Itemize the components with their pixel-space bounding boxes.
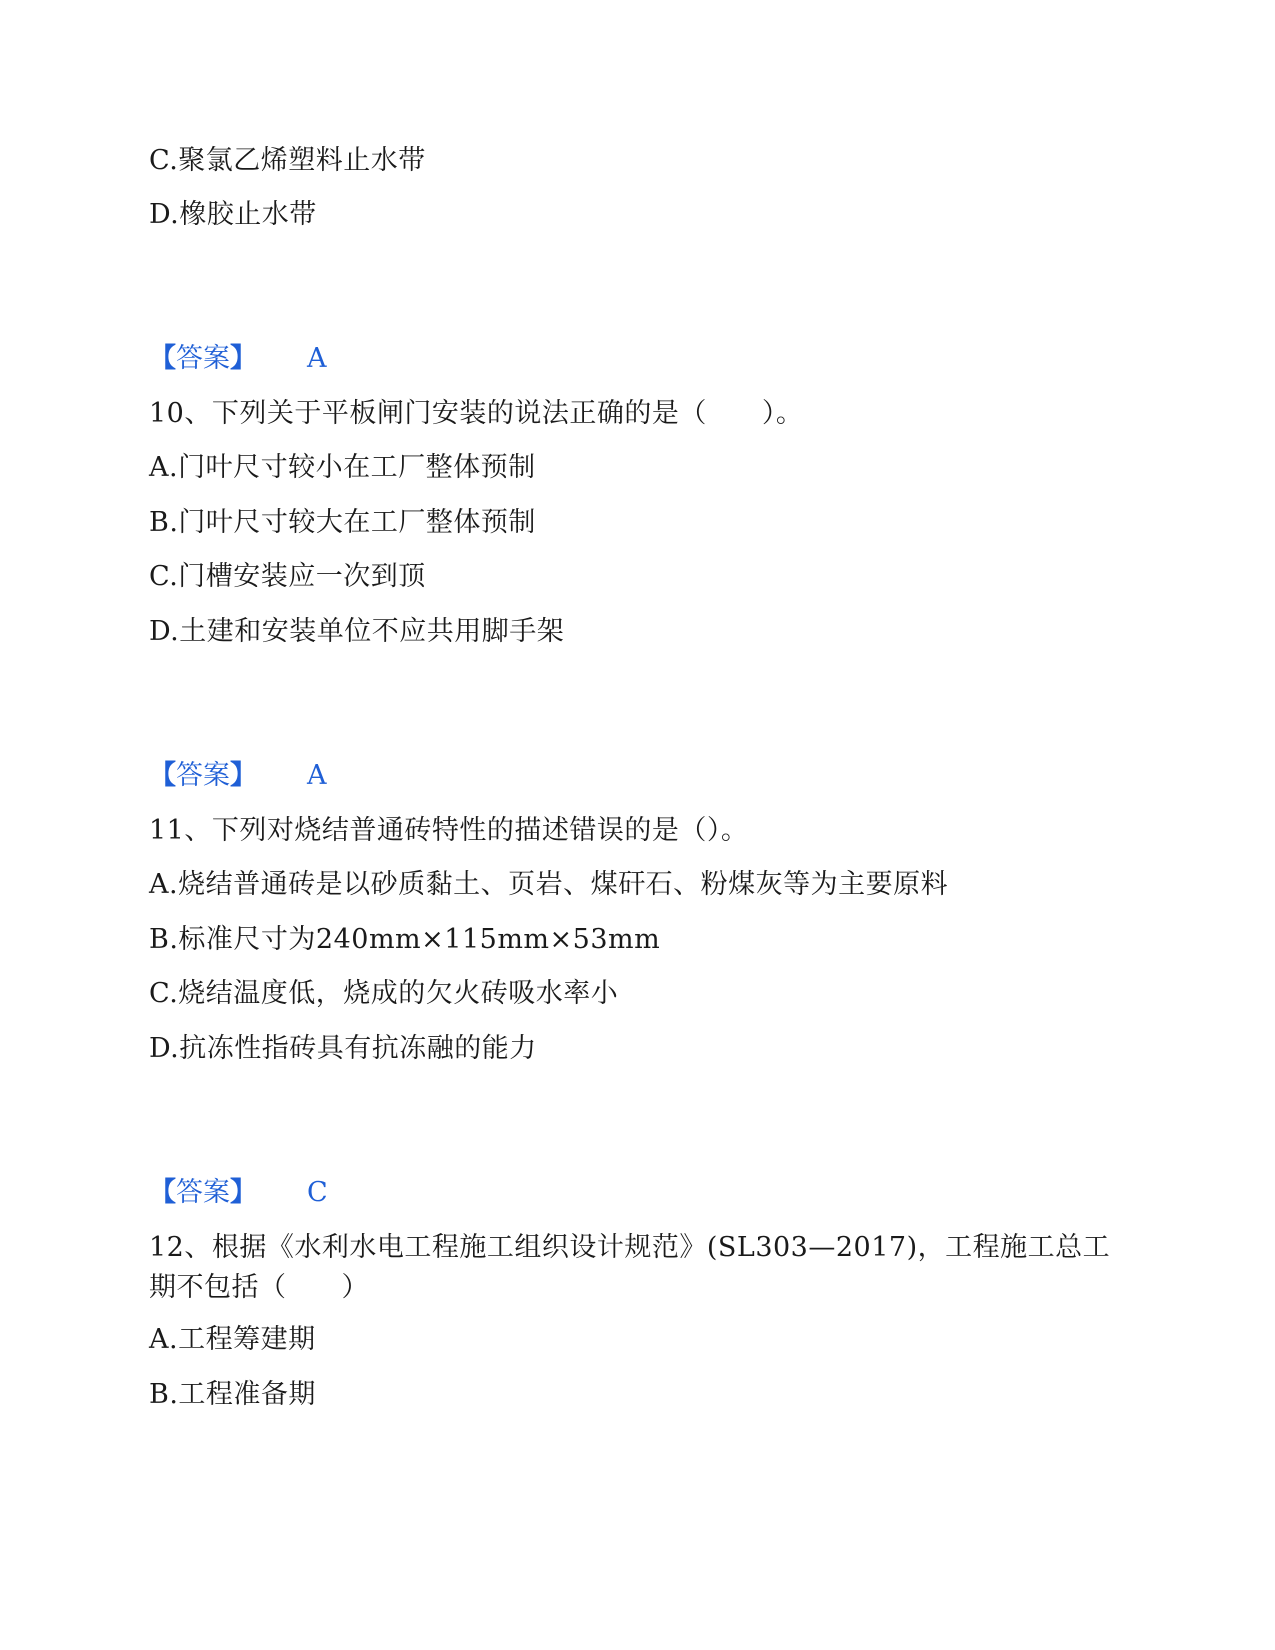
q12-option-b: B.工程准备期 [149, 1379, 316, 1410]
q10-option-d: D.土建和安装单位不应共用脚手架 [149, 616, 565, 647]
q10-question: 10、下列关于平板闸门安装的说法正确的是（ ）。 [149, 398, 804, 429]
answer-bracket-close: 】 [230, 760, 257, 791]
q12-option-a: A.工程筹建期 [149, 1324, 316, 1355]
q11-question: 11、下列对烧结普通砖特性的描述错误的是（）。 [149, 815, 749, 846]
q12-question: 12、根据《水利水电工程施工组织设计规范》(SL303—2017)，工程施工总工期不包括（ ） [149, 1232, 1111, 1303]
q10-answer [149, 758, 327, 794]
answer-value: A [307, 760, 327, 791]
q9-answer [149, 341, 327, 377]
q11-option-c: C.烧结温度低，烧成的欠火砖吸水率小 [149, 978, 619, 1009]
answer-bracket-close: 】 [230, 1177, 257, 1208]
q9-option-d: D.橡胶止水带 [149, 199, 317, 230]
q10-option-a: A.门叶尺寸较小在工厂整体预制 [149, 452, 536, 483]
answer-bracket-close: 】 [230, 343, 257, 374]
answer-bracket-open: 【 [149, 760, 176, 791]
q10-option-b: B.门叶尺寸较大在工厂整体预制 [149, 507, 536, 538]
q10-option-c: C.门槽安装应一次到顶 [149, 561, 426, 592]
answer-value: C [307, 1177, 328, 1208]
answer-value: A [307, 343, 327, 374]
answer-label: 答案 [176, 1177, 230, 1208]
answer-label: 答案 [176, 343, 230, 374]
q11-option-d: D.抗冻性指砖具有抗冻融的能力 [149, 1033, 537, 1064]
q11-answer [149, 1175, 328, 1211]
answer-label: 答案 [176, 760, 230, 791]
q11-option-b: B.标准尺寸为240mm×115mm×53mm [149, 924, 661, 955]
answer-bracket-open: 【 [149, 1177, 176, 1208]
q9-option-c: C.聚氯乙烯塑料止水带 [149, 145, 426, 176]
answer-bracket-open: 【 [149, 343, 176, 374]
q11-option-a: A.烧结普通砖是以砂质黏土、页岩、煤矸石、粉煤灰等为主要原料 [149, 869, 949, 900]
